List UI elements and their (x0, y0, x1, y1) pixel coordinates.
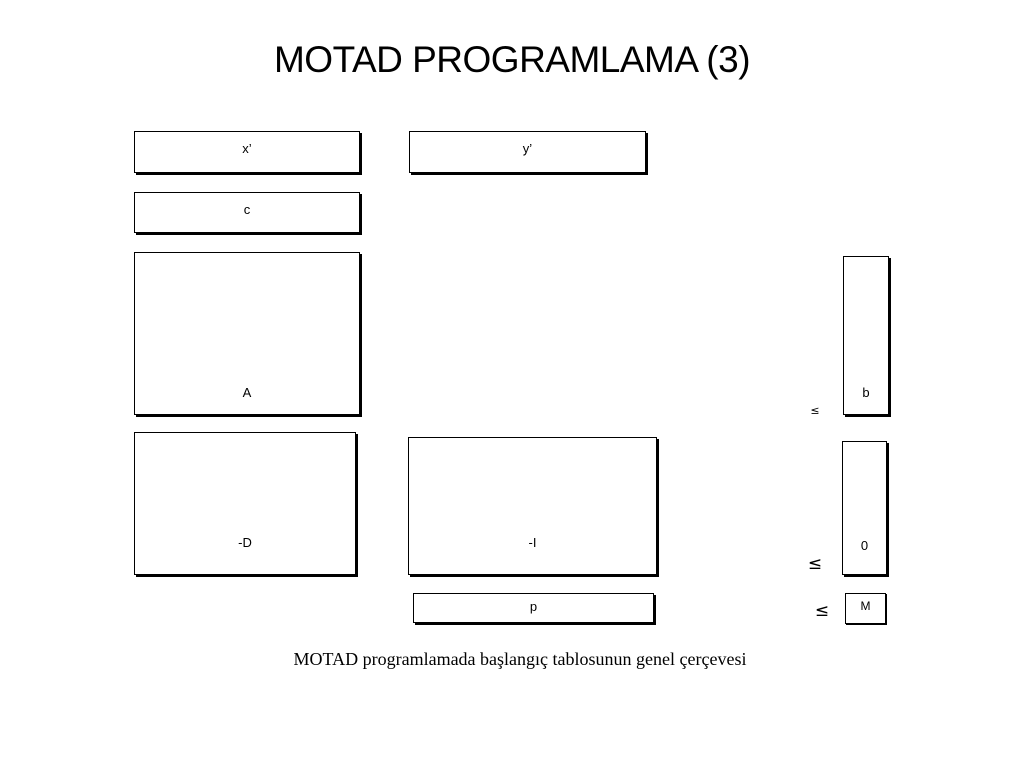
le-operator-a: ≤ (810, 404, 820, 417)
le-operator-p: ≤ (814, 601, 830, 621)
p-vector-label: p (529, 599, 538, 614)
neg-i-matrix-label: -I (528, 535, 537, 550)
zero-vector-label: 0 (860, 538, 869, 553)
slide-title: MOTAD PROGRAMLAMA (3) (273, 39, 751, 80)
c-label: c (243, 202, 251, 217)
neg-i-matrix-block (408, 437, 657, 575)
x-transpose-block (134, 131, 360, 173)
zero-vector-block (842, 441, 887, 575)
a-matrix-block (134, 252, 360, 415)
y-transpose-label: y’ (522, 141, 533, 156)
p-vector-block (413, 593, 654, 623)
y-transpose-block (409, 131, 646, 173)
m-value-label: M (860, 599, 871, 613)
m-value-block (845, 593, 886, 624)
b-vector-block (843, 256, 889, 415)
x-transpose-label: x’ (242, 141, 252, 156)
figure-caption: MOTAD programlamada başlangıç tablosunun genel çerçevesi (293, 649, 747, 669)
neg-d-matrix-label: -D (238, 535, 252, 550)
b-vector-label: b (862, 385, 870, 400)
a-matrix-label: A (242, 385, 252, 400)
le-operator-d: ≤ (807, 554, 823, 574)
neg-d-matrix-block (134, 432, 356, 575)
c-block (134, 192, 360, 233)
